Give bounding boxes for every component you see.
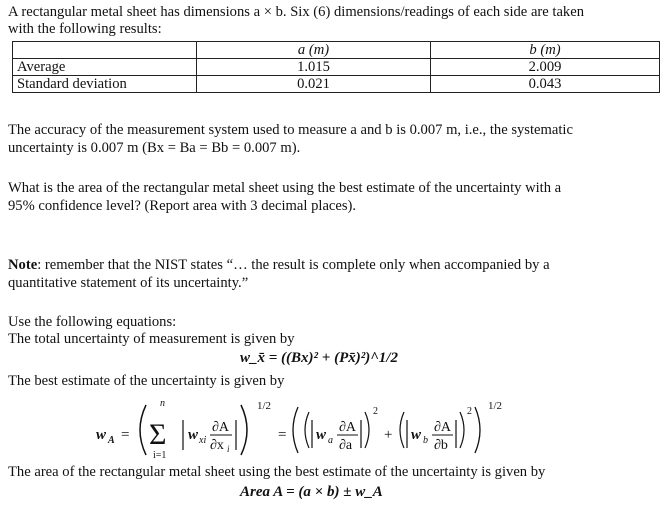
svg-text:i: i: [227, 444, 230, 454]
svg-text:w: w: [411, 427, 422, 443]
svg-text:∂A: ∂A: [212, 420, 230, 435]
cell-a: 1.015: [197, 59, 431, 76]
svg-text:w: w: [96, 427, 107, 443]
note-line-1: [8, 257, 550, 273]
question-line-2: 95% confidence level? (Report area with 3 decimal places).: [8, 198, 357, 214]
svg-text:w: w: [316, 427, 327, 443]
svg-text:∂A: ∂A: [434, 420, 452, 435]
area-label: The area of the rectangular metal sheet using the best estimate of the uncertainty is given by: [8, 464, 546, 480]
svg-text:+: +: [384, 427, 393, 443]
svg-text:i=1: i=1: [153, 450, 167, 461]
svg-text:A: A: [108, 435, 115, 446]
header-empty: [13, 42, 197, 59]
note-line-2: quantitative statement of its uncertainty.”: [8, 275, 249, 291]
svg-text:1/2: 1/2: [488, 400, 503, 412]
accuracy-line-2: uncertainty is 0.007 m (Bx = Ba = Bb = 0.007 m).: [8, 140, 301, 156]
best-estimate-equation: [0, 392, 671, 462]
cell-b: 2.009: [431, 59, 660, 76]
svg-text:2: 2: [373, 406, 378, 417]
intro-line-1: A rectangular metal sheet has dimensions a × b. Six (6) dimensions/readings of each side are taken: [8, 4, 585, 20]
svg-text:a: a: [328, 435, 333, 446]
area-equation: Area A = (a × b) ± w_A: [240, 484, 383, 500]
accuracy-line-1: The accuracy of the measurement system used to measure a and b is 0.007 m, i.e., the systematic: [8, 122, 573, 138]
svg-text:∂a: ∂a: [339, 438, 353, 453]
svg-text:b: b: [423, 435, 428, 446]
svg-text:=: =: [121, 427, 130, 443]
cell-b: 0.043: [431, 76, 660, 93]
total-uncertainty-label: The total uncertainty of measurement is given by: [8, 331, 295, 347]
cell-a: 0.021: [197, 76, 431, 93]
question-line-1: What is the area of the rectangular metal sheet using the best estimate of the uncertainty with a: [8, 180, 562, 196]
svg-text:∂x: ∂x: [210, 438, 224, 453]
results-table: [12, 41, 660, 93]
header-b: b (m): [431, 42, 660, 59]
equations-intro: Use the following equations:: [8, 314, 177, 330]
table-row: [13, 59, 660, 76]
best-estimate-label: The best estimate of the uncertainty is given by: [8, 373, 285, 389]
intro-line-2: with the following results:: [8, 21, 162, 37]
table-row: [13, 76, 660, 93]
table-header-row: [13, 42, 660, 59]
svg-text:1/2: 1/2: [257, 400, 272, 412]
note-label: Note: [8, 257, 38, 273]
row-label: Average: [13, 59, 197, 76]
svg-text:2: 2: [467, 406, 472, 417]
svg-text:∂A: ∂A: [339, 420, 357, 435]
note-text: : remember that the NIST states “… the result is complete only when accompanied by a: [37, 257, 550, 273]
svg-text:=: =: [278, 427, 287, 443]
total-uncertainty-equation: w_x̄ = ((Bx)² + (Px̄)²)^1/2: [240, 350, 398, 366]
svg-text:xi: xi: [199, 435, 207, 446]
row-label: Standard deviation: [13, 76, 197, 93]
svg-text:n: n: [160, 398, 165, 409]
svg-text:Σ: Σ: [149, 418, 167, 451]
header-a: a (m): [197, 42, 431, 59]
svg-text:w: w: [188, 427, 199, 443]
svg-text:∂b: ∂b: [434, 438, 448, 453]
